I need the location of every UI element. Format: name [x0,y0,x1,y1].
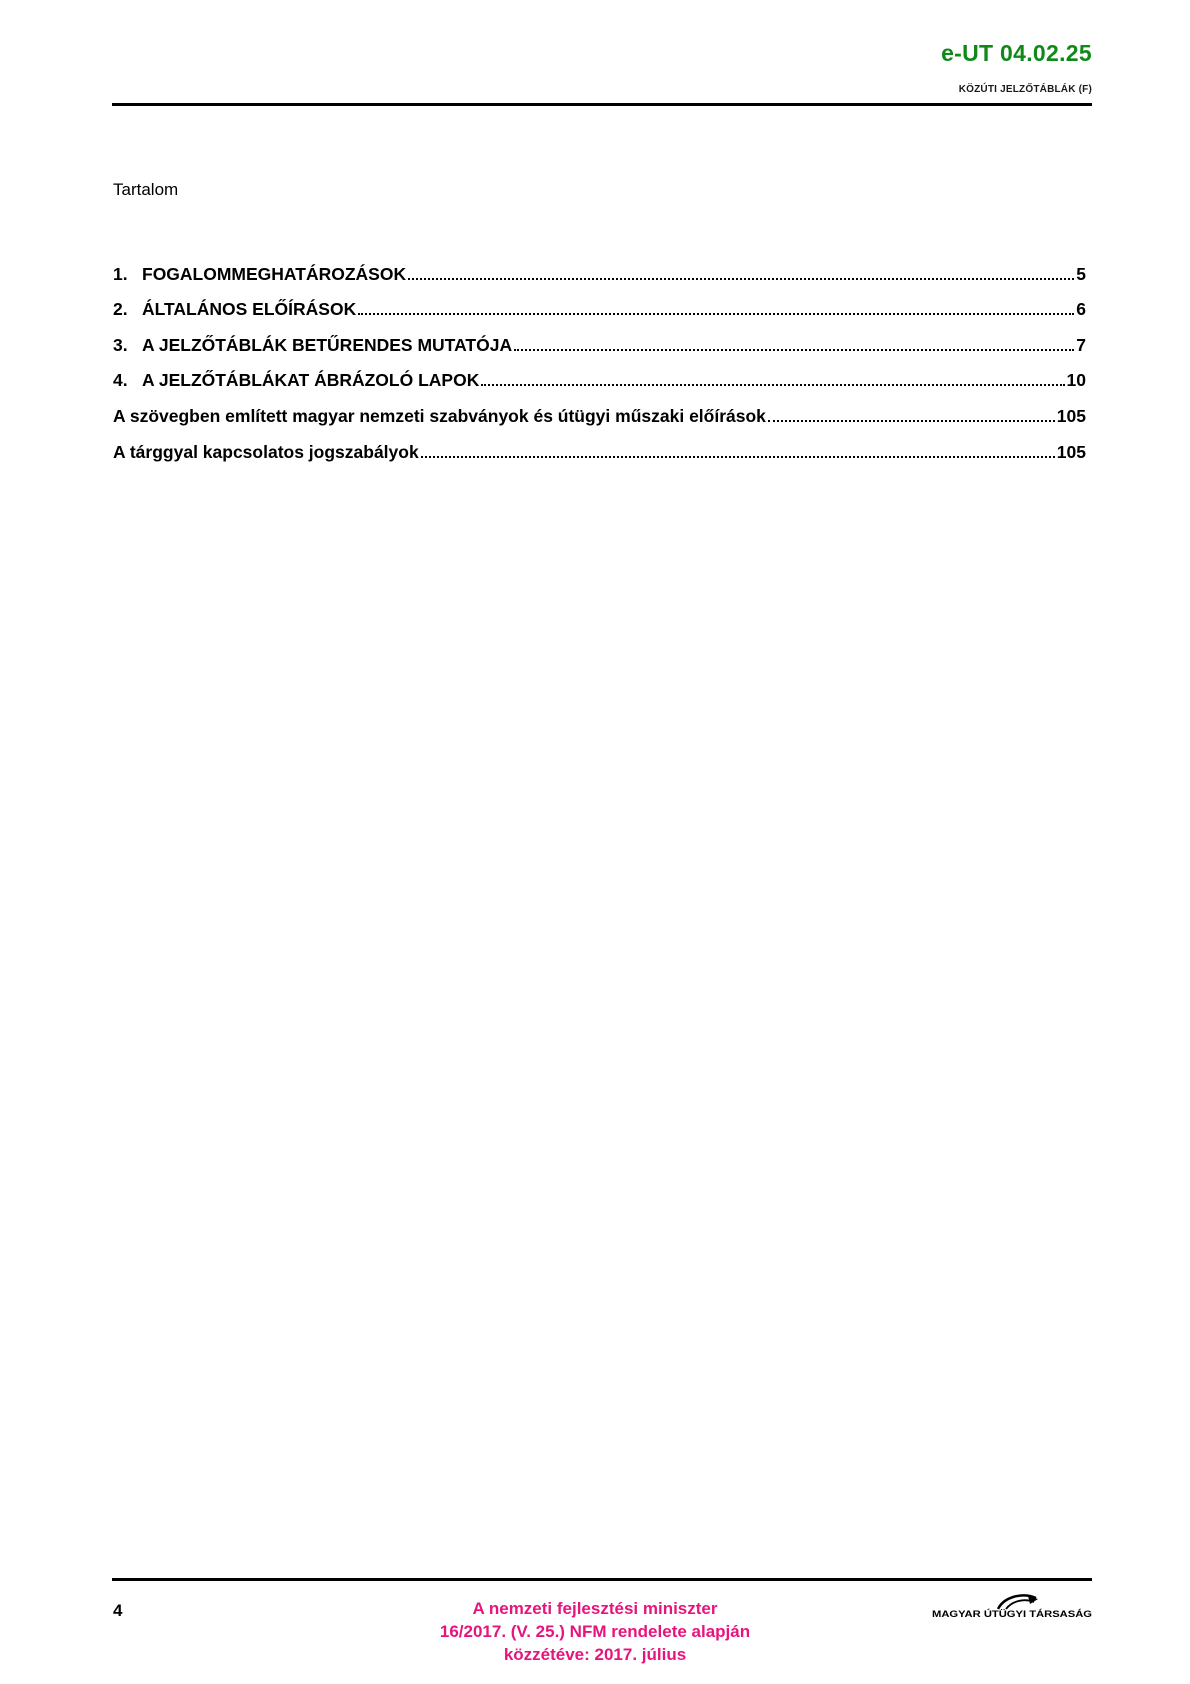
toc-entry[interactable] [113,319,1086,355]
publisher-logo [932,1590,1092,1622]
header-rule [112,103,1092,106]
document-code: e-UT 04.02.25 [941,40,1092,66]
toc-entry-title: A JELZŐTÁBLÁKAT ÁBRÁZOLÓ LAPOK [142,370,480,391]
publication-note-line: közzétéve: 2017. július [503,1645,687,1664]
toc-dot-leader [408,277,1074,280]
toc-entry-page: 5 [1076,263,1086,284]
toc-entry-title: A tárggyal kapcsolatos jogszabályok [113,441,419,462]
toc-entry-title: FOGALOMMEGHATÁROZÁSOK [142,263,407,284]
toc-entry-page: 7 [1076,334,1086,355]
toc-entry[interactable] [113,248,1086,284]
logo-text: MAGYAR ÚTÜGYI TÁRSASÁG [932,1609,1061,1619]
toc-entry[interactable] [113,355,1086,391]
toc-dot-leader [358,312,1074,315]
footer-rule [112,1578,1092,1581]
toc-entry[interactable] [113,284,1086,320]
toc-entry-page: 10 [1066,370,1086,391]
toc-entry[interactable] [113,390,1086,426]
toc-entry-page: 6 [1076,299,1086,320]
toc-dot-leader [768,419,1055,422]
toc-entry-number: 1. [113,263,128,284]
toc-entry-number: 2. [113,299,128,320]
page-number: 4 [113,1601,123,1620]
toc-entry-number: 4. [113,370,128,391]
toc-dot-leader [481,383,1064,386]
publication-note [370,1597,820,1666]
toc-entry-page: 105 [1056,441,1086,462]
document-subtitle: KÖZÚTI JELZŐTÁBLÁK (F) [958,84,1092,95]
toc-dot-leader [421,455,1055,458]
table-of-contents [113,248,1086,462]
toc-entry[interactable] [113,426,1086,462]
toc-entry-number: 3. [113,334,128,355]
toc-entry-title: A szövegben említett magyar nemzeti szabványok és útügyi műszaki előírások [113,405,766,426]
publication-note-line: 16/2017. (V. 25.) NFM rendelete alapján [439,1622,751,1641]
publication-note-line: A nemzeti fejlesztési miniszter [472,1599,718,1618]
toc-entry-title: A JELZŐTÁBLÁK BETŰRENDES MUTATÓJA [142,334,513,355]
toc-entry-page: 105 [1056,405,1086,426]
toc-dot-leader [514,348,1074,351]
toc-entry-title: ÁLTALÁNOS ELŐÍRÁSOK [142,299,357,320]
toc-heading: Tartalom [113,180,179,199]
